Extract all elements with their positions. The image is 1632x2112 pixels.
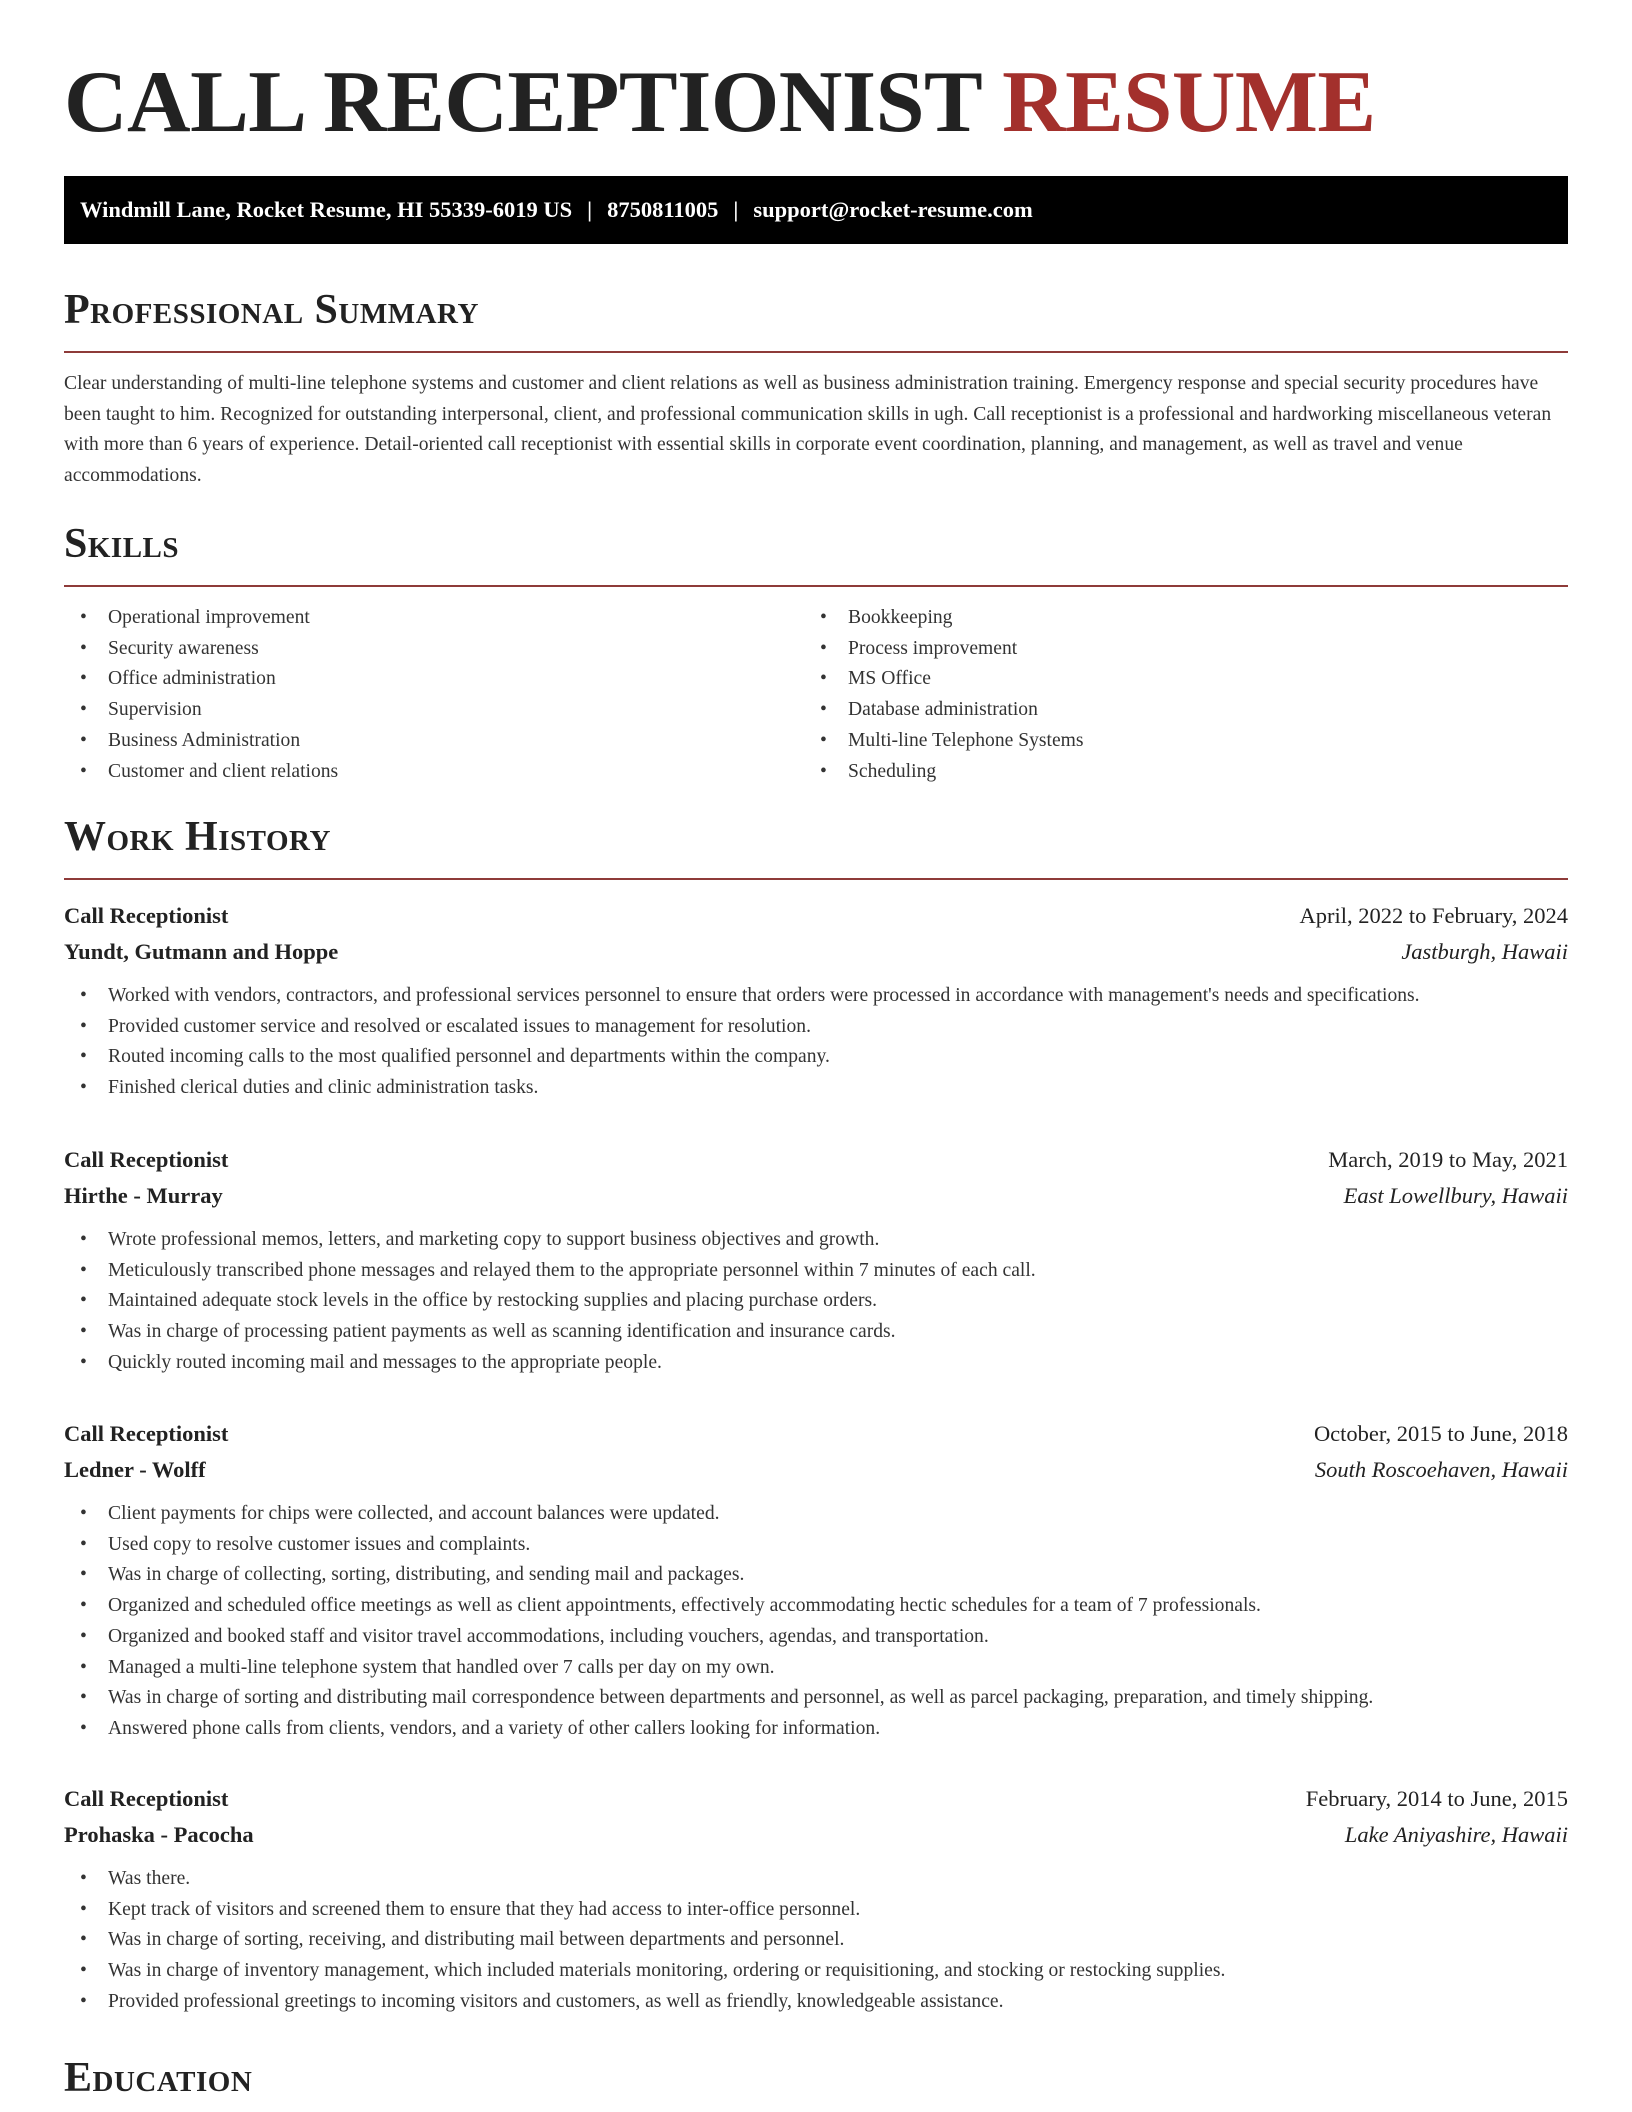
job-entry [64, 1142, 1568, 1379]
skill-item: • Customer and client relations [64, 757, 338, 788]
job-bullets [64, 981, 1568, 1104]
skill-item: • Bookkeeping [804, 603, 1084, 634]
job-bullets [64, 1499, 1568, 1745]
job-bullet: • Used copy to resolve customer issues and complaints. [64, 1530, 1568, 1561]
job-entry [64, 1416, 1568, 1745]
job-location: East Lowellbury, Hawaii [1343, 1183, 1568, 1208]
contact-address: Windmill Lane, Rocket Resume, HI 55339-6019 US [80, 197, 573, 222]
job-role: Call Receptionist [64, 1786, 229, 1811]
contact-separator: | [587, 197, 593, 222]
job-bullet: • Client payments for chips were collected, and account balances were updated. [64, 1499, 1568, 1530]
job-bullet: • Wrote professional memos, letters, and marketing copy to support business objectives and growth. [64, 1225, 1568, 1256]
job-company: Ledner - Wolff [64, 1457, 206, 1482]
job-company: Yundt, Gutmann and Hoppe [64, 939, 339, 964]
job-bullet: • Answered phone calls from clients, vendors, and a variety of other callers looking for information. [64, 1714, 1568, 1745]
job-role: Call Receptionist [64, 903, 229, 928]
job-bullet: • Was in charge of sorting and distributing mail correspondence between departments and personnel, as well as parcel packaging, preparation, and timely shipping. [64, 1683, 1568, 1714]
job-bullets [64, 1225, 1568, 1379]
job-dates: April, 2022 to February, 2024 [1299, 903, 1568, 928]
job-location: South Roscoehaven, Hawaii [1314, 1457, 1568, 1482]
job-bullet: • Managed a multi-line telephone system that handled over 7 calls per day on my own. [64, 1653, 1568, 1684]
job-dates: February, 2014 to June, 2015 [1305, 1786, 1568, 1811]
job-bullet: • Organized and scheduled office meetings as well as client appointments, effectively accommodating hectic schedules for a team of 7 professionals. [64, 1591, 1568, 1622]
skill-item: • Scheduling [804, 757, 1084, 788]
job-bullet: • Was in charge of processing patient payments as well as scanning identification and insurance cards. [64, 1317, 1568, 1348]
skill-item: • Security awareness [64, 634, 338, 665]
job-location: Jastburgh, Hawaii [1401, 939, 1568, 964]
contact-separator: | [733, 197, 739, 222]
job-role: Call Receptionist [64, 1421, 229, 1446]
job-bullet: • Worked with vendors, contractors, and professional services personnel to ensure that orders were processed in accordance with management's needs and specifications. [64, 981, 1568, 1012]
job-bullets [64, 1864, 1568, 2018]
summary-heading: Professional Summary [64, 287, 479, 333]
job-bullet: • Finished clerical duties and clinic administration tasks. [64, 1073, 1568, 1104]
job-bullet: • Meticulously transcribed phone messages and relayed them to the appropriate personnel within 7 minutes of each call. [64, 1256, 1568, 1287]
summary-divider [64, 351, 1568, 353]
skill-item: • Business Administration [64, 726, 338, 757]
resume-title [64, 54, 1376, 151]
skills-divider [64, 585, 1568, 587]
contact-email: support@rocket-resume.com [753, 197, 1033, 222]
job-role: Call Receptionist [64, 1147, 229, 1172]
job-bullet: • Was in charge of sorting, receiving, and distributing mail between departments and personnel. [64, 1925, 1568, 1956]
skill-item: • Database administration [804, 695, 1084, 726]
job-location: Lake Aniyashire, Hawaii [1344, 1822, 1568, 1847]
job-bullet: • Kept track of visitors and screened them to ensure that they had access to inter-office personnel. [64, 1895, 1568, 1926]
skill-item: • Operational improvement [64, 603, 338, 634]
job-bullet: • Was in charge of collecting, sorting, distributing, and sending mail and packages. [64, 1560, 1568, 1591]
job-bullet: • Maintained adequate stock levels in the office by restocking supplies and placing purchase orders. [64, 1286, 1568, 1317]
work-history-divider [64, 878, 1568, 880]
skill-item: • Process improvement [804, 634, 1084, 665]
job-dates: March, 2019 to May, 2021 [1328, 1147, 1568, 1172]
skill-item: • Office administration [64, 664, 338, 695]
job-bullet: • Was in charge of inventory management, which included materials monitoring, ordering or requisitioning, and stocking or restocking supplies. [64, 1956, 1568, 1987]
job-bullet: • Organized and booked staff and visitor travel accommodations, including vouchers, agendas, and transportation. [64, 1622, 1568, 1653]
job-dates: October, 2015 to June, 2018 [1313, 1421, 1568, 1446]
job-company: Hirthe - Murray [64, 1183, 223, 1208]
skills-heading: Skills [64, 521, 180, 567]
contact-bar [64, 176, 1568, 244]
skills-list-right [804, 603, 1084, 787]
skill-item: • MS Office [804, 664, 1084, 695]
skill-item: • Multi-line Telephone Systems [804, 726, 1084, 757]
job-company: Prohaska - Pacocha [64, 1822, 254, 1847]
job-entry [64, 1781, 1568, 2018]
job-bullet: • Routed incoming calls to the most qualified personnel and departments within the company. [64, 1042, 1568, 1073]
skill-item: • Supervision [64, 695, 338, 726]
job-bullet: • Quickly routed incoming mail and messages to the appropriate people. [64, 1348, 1568, 1379]
job-bullet: • Provided customer service and resolved or escalated issues to management for resolution. [64, 1012, 1568, 1043]
title-main: CALL RECEPTIONIST [64, 54, 981, 151]
summary-text: Clear understanding of multi-line telephone systems and customer and client relations as well as business administration training. Emergency response and special security procedures have been taught to him. Recognized for outstanding interpersonal, client, and professional communication skills in ugh. Call receptionist is a professional and hardworking miscellaneous veteran with more than 6 years of experience. Detail-oriented call receptionist with essential skills in corporate event coordination, planning, and management, as well as travel and venue accommodations. [64, 373, 1552, 486]
work-history-heading: Work History [64, 814, 331, 860]
job-entry [64, 898, 1568, 1104]
job-bullet: • Was there. [64, 1864, 1568, 1895]
title-accent: RESUME [1002, 54, 1376, 151]
contact-phone: 8750811005 [607, 197, 719, 222]
job-bullet: • Provided professional greetings to incoming visitors and customers, as well as friendly, knowledgeable assistance. [64, 1987, 1568, 2018]
education-heading: Education [64, 2055, 253, 2101]
skills-list-left [64, 603, 338, 787]
